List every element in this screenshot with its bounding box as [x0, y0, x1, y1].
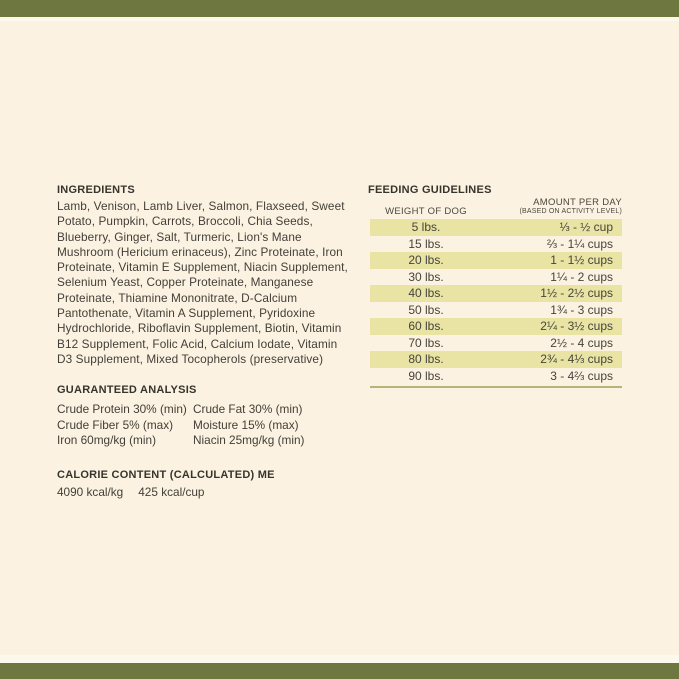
feeding-row	[370, 318, 622, 335]
weight-cell: 50 lbs.	[408, 302, 444, 317]
analysis-row	[57, 418, 342, 434]
feeding-table-header	[368, 198, 622, 218]
bottom-border	[0, 663, 679, 679]
weight-cell: 90 lbs.	[408, 368, 444, 383]
amount-cell: 1¾ - 3 cups	[550, 302, 613, 317]
ingredients-line: D3 Supplement, Mixed Tocopherols (preservative)	[57, 351, 324, 366]
amount-column-header	[519, 198, 622, 216]
ingredients-line: Lamb, Venison, Lamb Liver, Salmon, Flaxseed, Sweet	[57, 199, 345, 213]
analysis-value: Niacin 25mg/kg (min)	[193, 433, 305, 448]
feeding-row	[370, 368, 622, 385]
analysis-value: Crude Fiber 5% (max)	[57, 417, 174, 432]
ingredients-line: Blueberry, Ginger, Salt, Turmeric, Lion's Mane	[57, 229, 302, 244]
ingredients-line: Hydrochloride, Riboflavin Supplement, Biotin, Vitamin	[57, 321, 342, 336]
weight-cell: 5 lbs.	[411, 220, 441, 234]
feeding-row	[370, 219, 622, 236]
calorie-values	[57, 485, 205, 500]
feeding-row	[370, 252, 622, 269]
amount-cell: ⅓ - ½ cup	[559, 220, 613, 234]
weight-cell: 30 lbs.	[408, 269, 444, 284]
weight-column-header: WEIGHT OF DOG	[385, 206, 467, 217]
feeding-row	[370, 285, 622, 302]
analysis-value: Moisture 15% (max)	[193, 417, 299, 432]
amount-cell: ⅔ - 1¼ cups	[546, 236, 613, 251]
feeding-row	[370, 302, 622, 319]
feeding-row	[370, 236, 622, 253]
feeding-row	[370, 351, 622, 368]
weight-cell: 20 lbs.	[408, 253, 444, 267]
weight-cell: 60 lbs.	[408, 319, 444, 333]
calorie-content-title: CALORIE CONTENT (CALCULATED) ME	[57, 469, 275, 481]
guaranteed-analysis-table	[57, 402, 342, 449]
weight-cell: 40 lbs.	[408, 286, 444, 300]
amount-cell: 1 - 1½ cups	[550, 253, 613, 267]
weight-cell: 70 lbs.	[408, 335, 444, 350]
amount-cell: 2¼ - 3½ cups	[540, 319, 613, 333]
ingredients-title: INGREDIENTS	[57, 184, 135, 196]
calorie-per-cup: 425 kcal/cup	[138, 485, 205, 499]
amount-cell: 1¼ - 2 cups	[550, 269, 613, 284]
top-border	[0, 0, 679, 17]
table-bottom-rule	[370, 386, 622, 388]
amount-header-note: (BASED ON ACTIVITY LEVEL)	[519, 208, 622, 215]
bottom-edge-strip	[0, 655, 679, 663]
analysis-value: Crude Fat 30% (min)	[193, 402, 303, 416]
guaranteed-analysis-title: GUARANTEED ANALYSIS	[57, 384, 197, 396]
analysis-value: Iron 60mg/kg (min)	[57, 433, 156, 448]
feeding-guidelines-title: FEEDING GUIDELINES	[368, 184, 492, 196]
ingredients-line: Proteinate, Thiamine Mononitrate, D-Calcium	[57, 290, 298, 305]
calorie-per-kg: 4090 kcal/kg	[57, 485, 124, 499]
amount-cell: 2½ - 4 cups	[550, 335, 613, 350]
weight-cell: 15 lbs.	[408, 236, 444, 251]
weight-cell: 80 lbs.	[408, 352, 444, 366]
top-edge-strip	[0, 17, 679, 21]
feeding-row	[370, 269, 622, 286]
analysis-row	[57, 433, 342, 449]
feeding-table	[370, 219, 622, 384]
amount-header-label: AMOUNT PER DAY	[533, 197, 622, 208]
feeding-row	[370, 335, 622, 352]
analysis-value: Crude Protein 30% (min)	[57, 402, 187, 416]
amount-cell: 1½ - 2½ cups	[540, 286, 613, 300]
amount-cell: 3 - 4⅔ cups	[550, 368, 613, 383]
amount-cell: 2¾ - 4⅓ cups	[540, 352, 613, 366]
ingredients-line: Selenium Yeast, Copper Proteinate, Manganese	[57, 275, 314, 290]
ingredients-line: B12 Supplement, Folic Acid, Calcium Iodate, Vitamin	[57, 336, 338, 351]
ingredients-line: Mushroom (Hericium erinaceus), Zinc Proteinate, Iron	[57, 244, 343, 259]
analysis-row	[57, 402, 342, 418]
ingredients-line: Proteinate, Vitamin E Supplement, Niacin Supplement,	[57, 260, 348, 275]
ingredients-line: Pantothenate, Vitamin A Supplement, Pyridoxine	[57, 306, 316, 321]
ingredients-line: Potato, Pumpkin, Carrots, Broccoli, Chia Seeds,	[57, 214, 313, 229]
ingredients-text	[57, 199, 348, 367]
